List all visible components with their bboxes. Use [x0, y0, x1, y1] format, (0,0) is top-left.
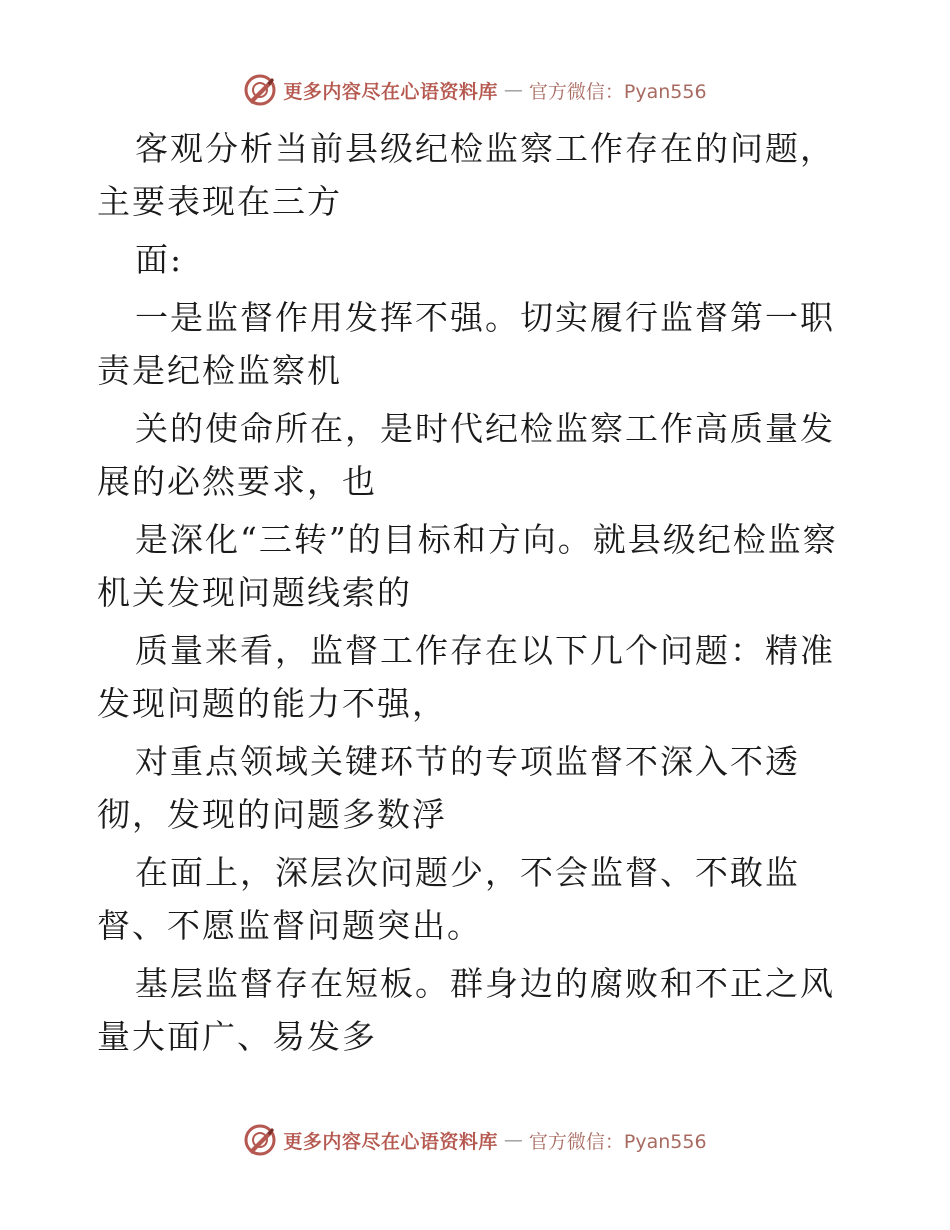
pen-logo-icon: [243, 73, 277, 107]
paragraph: 关的使命所在，是时代纪检监察工作高质量发展的必然要求，也: [97, 409, 835, 501]
paragraph: 是深化“三转”的目标和方向。就县级纪检监察机关发现问题线索的: [97, 520, 838, 612]
watermark-title: 更多内容尽在心语资料库: [283, 1130, 498, 1153]
pen-logo-icon: [243, 1123, 277, 1157]
paragraph: 基层监督存在短板。群身边的腐败和不正之风量大面广、易发多: [97, 964, 835, 1056]
paragraph: 一是监督作用发挥不强。切实履行监督第一职责是纪检监察机: [97, 298, 835, 390]
watermark-dash: —: [503, 79, 523, 101]
paragraph: 质量来看，监督工作存在以下几个问题：精准发现问题的能力不强，: [97, 631, 835, 723]
paragraph: 在面上，深层次问题少，不会监督、不敢监督、不愿监督问题突出。: [97, 853, 800, 945]
document-body: [97, 122, 857, 1068]
header-watermark: [0, 70, 950, 110]
watermark-dash: —: [503, 1129, 523, 1151]
watermark-wechat: 官方微信：Pyan556: [528, 1130, 707, 1153]
watermark-wechat: 官方微信：Pyan556: [528, 80, 707, 103]
footer-watermark: [0, 1120, 950, 1160]
watermark-title: 更多内容尽在心语资料库: [283, 80, 498, 103]
paragraph: 客观分析当前县级纪检监察工作存在的问题，主要表现在三方: [97, 129, 835, 221]
paragraph: 面:: [135, 240, 184, 279]
paragraph: 对重点领域关键环节的专项监督不深入不透彻，发现的问题多数浮: [97, 742, 800, 834]
